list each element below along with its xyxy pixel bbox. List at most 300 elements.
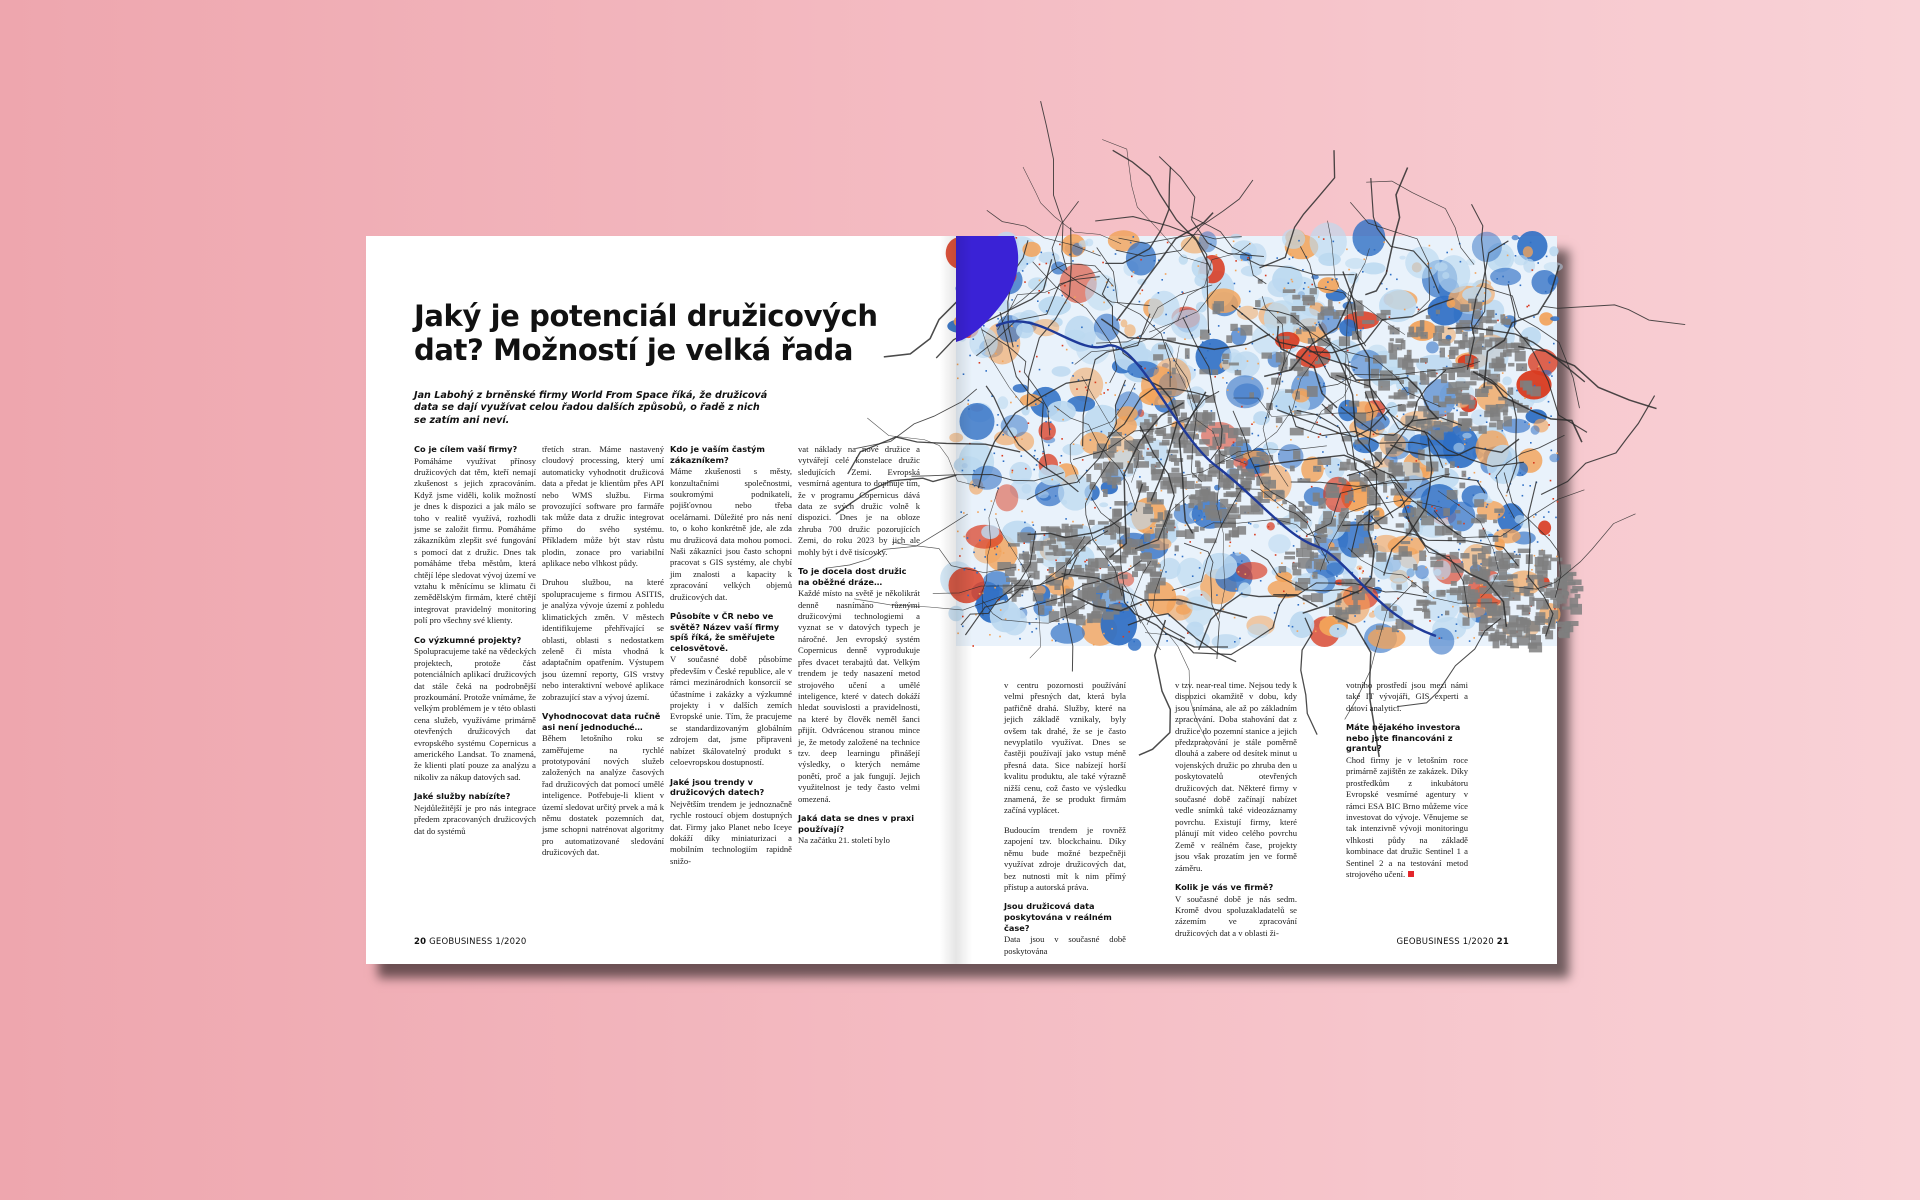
urban-block bbox=[1460, 412, 1468, 416]
heat-pixel bbox=[1304, 282, 1306, 284]
heat-pixel bbox=[1308, 286, 1310, 288]
heat-pixel bbox=[1170, 376, 1172, 378]
urban-block bbox=[1515, 351, 1526, 362]
urban-block bbox=[1419, 551, 1426, 562]
urban-block bbox=[1279, 566, 1287, 572]
urban-block bbox=[1114, 501, 1127, 506]
heat-pixel bbox=[1375, 536, 1377, 538]
heat-pixel bbox=[1276, 257, 1278, 259]
heat-pixel bbox=[1531, 569, 1533, 571]
urban-block bbox=[1302, 295, 1314, 301]
heat-pixel bbox=[1235, 270, 1237, 272]
heat-pixel bbox=[1154, 260, 1156, 262]
heat-pixel bbox=[1252, 343, 1254, 345]
heat-pixel bbox=[1379, 596, 1381, 598]
urban-block bbox=[1222, 354, 1229, 360]
heat-pixel bbox=[1233, 552, 1235, 554]
heat-pixel bbox=[1209, 343, 1211, 345]
text-column-7 bbox=[1346, 680, 1468, 926]
urban-block bbox=[1407, 332, 1418, 337]
heat-pixel bbox=[1464, 439, 1466, 441]
heat-pixel bbox=[1041, 252, 1043, 254]
urban-block bbox=[1133, 556, 1140, 567]
heat-pixel bbox=[1355, 519, 1357, 521]
heat-pixel bbox=[1480, 481, 1482, 483]
heat-pixel bbox=[1434, 508, 1436, 510]
urban-block bbox=[1489, 338, 1503, 342]
urban-block bbox=[1030, 541, 1044, 551]
heat-pixel bbox=[1151, 404, 1153, 406]
urban-block bbox=[1296, 548, 1303, 557]
heat-pixel bbox=[1288, 625, 1290, 627]
heat-pixel bbox=[1285, 470, 1287, 472]
urban-block bbox=[1503, 416, 1512, 426]
urban-block bbox=[1485, 405, 1498, 414]
heat-pixel bbox=[1127, 602, 1129, 604]
heat-pixel bbox=[1229, 545, 1231, 547]
heat-pixel bbox=[1033, 524, 1035, 526]
heat-pixel bbox=[1238, 571, 1240, 573]
heat-pixel bbox=[1042, 453, 1044, 455]
interview-answer: Druhou službou, na které spolupracujeme s firmou ASITIS, je analýza vývoje území z pohledu klimatických změn. V městech identifikujeme přehřívající se oblasti, oblasti s nedostatkem zeleně či místa vhodná k adaptačním opatřením. Výstupem jsou územní reporty, GIS vrstvy nebo interaktivní webové aplikace zobrazující stav a vývoj území. bbox=[542, 577, 664, 702]
urban-block bbox=[1362, 320, 1374, 324]
heat-pixel bbox=[1407, 507, 1409, 509]
urban-block bbox=[1174, 461, 1179, 465]
heat-pixel bbox=[1386, 288, 1388, 290]
urban-block bbox=[1212, 370, 1218, 376]
heat-pixel bbox=[1358, 250, 1360, 252]
heat-patch bbox=[1062, 444, 1084, 456]
heat-pixel bbox=[1165, 273, 1167, 275]
urban-block bbox=[1413, 463, 1420, 473]
heat-pixel bbox=[1222, 368, 1224, 370]
heat-pixel bbox=[1533, 462, 1535, 464]
heat-pixel bbox=[1348, 332, 1350, 334]
heat-pixel bbox=[1187, 632, 1189, 634]
heat-pixel bbox=[1130, 242, 1132, 244]
urban-block bbox=[1284, 556, 1295, 559]
heat-pixel bbox=[1328, 318, 1330, 320]
heat-pixel bbox=[1105, 382, 1107, 384]
heat-pixel bbox=[1245, 573, 1247, 575]
heat-pixel bbox=[1528, 305, 1530, 307]
heat-pixel bbox=[1418, 309, 1420, 311]
heat-pixel bbox=[1123, 611, 1125, 613]
urban-block bbox=[1503, 410, 1508, 416]
heat-pixel bbox=[1557, 458, 1559, 460]
heat-pixel bbox=[1245, 348, 1247, 350]
heat-pixel bbox=[1303, 603, 1305, 605]
heat-pixel bbox=[967, 403, 969, 405]
heat-pixel bbox=[1466, 442, 1468, 444]
heat-pixel bbox=[1016, 237, 1018, 239]
heat-pixel bbox=[1360, 330, 1362, 332]
heat-pixel bbox=[1303, 288, 1305, 290]
heat-pixel bbox=[1140, 259, 1142, 261]
heat-pixel bbox=[1374, 538, 1376, 540]
heat-pixel bbox=[1062, 345, 1064, 347]
heat-pixel bbox=[1130, 514, 1132, 516]
urban-block bbox=[1080, 540, 1085, 548]
heat-pixel bbox=[957, 531, 959, 533]
heat-pixel bbox=[1338, 605, 1340, 607]
heat-patch bbox=[1399, 256, 1405, 260]
satellite-heat-map bbox=[956, 236, 1557, 646]
heat-pixel bbox=[1015, 340, 1017, 342]
heat-pixel bbox=[1124, 385, 1126, 387]
heat-pixel bbox=[1160, 570, 1162, 572]
heat-pixel bbox=[1023, 542, 1025, 544]
urban-block bbox=[1268, 480, 1276, 489]
heat-pixel bbox=[1247, 360, 1249, 362]
heat-pixel bbox=[1184, 338, 1186, 340]
heat-pixel bbox=[1107, 286, 1109, 288]
heat-pixel bbox=[1045, 395, 1047, 397]
heat-pixel bbox=[1236, 503, 1238, 505]
urban-block bbox=[1313, 466, 1321, 472]
heat-patch bbox=[1236, 562, 1267, 580]
interview-answer: Pomáháme využívat přínosy družicových dat těm, kteří nemají zkušenost s jejich zpracováním. Když jsme viděli, kolik možností je dnes k dispozici a jak málo se toho v realitě využívá, rozhodli jsme se založit firmu. Pomáháme zákazníkům zlepšit své fungování s pomocí dat z družic. Dnes tak pomáháme třeba městům, která chtějí lépe sledovat vývoj území ve vztahu k měnícímu se klimatu či zemědělským firmám, které chtějí integrovat pravidelný monitoring polí pro všechny své klienty. bbox=[414, 455, 536, 626]
heat-pixel bbox=[1553, 343, 1555, 345]
heat-pixel bbox=[1545, 291, 1547, 293]
urban-block bbox=[1237, 526, 1246, 535]
heat-pixel bbox=[1093, 644, 1095, 646]
heat-pixel bbox=[1021, 455, 1023, 457]
heat-pixel bbox=[1373, 543, 1375, 545]
heat-pixel bbox=[1283, 591, 1285, 593]
urban-block bbox=[1462, 400, 1476, 405]
heat-pixel bbox=[1362, 271, 1364, 273]
interview-answer: votního prostředí jsou mezi námi také IT vývojáři, GIS experti a datoví analytici. bbox=[1346, 680, 1468, 713]
heat-pixel bbox=[1445, 463, 1447, 465]
heat-pixel bbox=[1553, 498, 1555, 500]
urban-block bbox=[1471, 426, 1482, 431]
heat-pixel bbox=[1348, 269, 1350, 271]
urban-block bbox=[1255, 300, 1260, 307]
heat-pixel bbox=[1233, 442, 1235, 444]
urban-block bbox=[1479, 333, 1484, 341]
heat-pixel bbox=[1084, 561, 1086, 563]
heat-pixel bbox=[1115, 253, 1117, 255]
heat-pixel bbox=[1458, 435, 1460, 437]
heat-pixel bbox=[1131, 373, 1133, 375]
heat-pixel bbox=[1010, 402, 1012, 404]
heat-pixel bbox=[959, 555, 961, 557]
heat-pixel bbox=[1125, 434, 1127, 436]
heat-pixel bbox=[1059, 244, 1061, 246]
urban-block bbox=[1074, 565, 1082, 572]
urban-block bbox=[1374, 517, 1387, 525]
urban-block bbox=[1391, 344, 1402, 350]
heat-patch bbox=[1453, 443, 1464, 453]
heat-pixel bbox=[996, 546, 998, 548]
heat-pixel bbox=[1408, 576, 1410, 578]
heat-pixel bbox=[1548, 424, 1550, 426]
urban-block bbox=[1110, 438, 1121, 446]
urban-block bbox=[1058, 602, 1063, 607]
urban-block bbox=[1307, 386, 1318, 397]
heat-pixel bbox=[1445, 411, 1447, 413]
heat-pixel bbox=[1362, 572, 1364, 574]
urban-block bbox=[1390, 338, 1394, 341]
urban-block bbox=[1423, 409, 1427, 418]
heat-pixel bbox=[1000, 550, 1002, 552]
heat-patch bbox=[1429, 628, 1454, 655]
heat-pixel bbox=[1323, 383, 1325, 385]
heat-pixel bbox=[1333, 241, 1335, 243]
urban-block bbox=[1103, 489, 1108, 497]
heat-pixel bbox=[1537, 262, 1539, 264]
urban-block bbox=[1234, 428, 1242, 435]
heat-pixel bbox=[1214, 376, 1216, 378]
heat-patch bbox=[1231, 234, 1241, 239]
heat-pixel bbox=[1265, 275, 1267, 277]
heat-pixel bbox=[1046, 263, 1048, 265]
urban-block bbox=[1223, 360, 1229, 364]
urban-block bbox=[1506, 574, 1517, 578]
heat-pixel bbox=[1017, 345, 1019, 347]
heat-pixel bbox=[1298, 604, 1300, 606]
urban-block bbox=[1047, 540, 1056, 544]
heat-pixel bbox=[1024, 522, 1026, 524]
heat-pixel bbox=[1292, 411, 1294, 413]
heat-pixel bbox=[1461, 561, 1463, 563]
urban-block bbox=[1198, 503, 1203, 510]
heat-pixel bbox=[1276, 405, 1278, 407]
heat-pixel bbox=[1047, 569, 1049, 571]
urban-block bbox=[1171, 468, 1179, 473]
urban-block bbox=[1340, 462, 1350, 470]
interview-answer: třetích stran. Máme nastavený cloudový processing, který umí automaticky vyhodnotit družicová data a předat je klientům přes API nebo WMS službu. Firma provozující software pro farmáře tak může data z družic integrovat přímo do svého systému. Příkladem může být stav růstu plodin, zonace pro variabilní aplikace nebo vlhkost půdy. bbox=[542, 444, 664, 569]
urban-block bbox=[1445, 611, 1449, 616]
heat-pixel bbox=[1338, 328, 1340, 330]
urban-block bbox=[1262, 353, 1273, 359]
urban-block bbox=[1562, 599, 1567, 604]
heat-pixel bbox=[1260, 580, 1262, 582]
heat-pixel bbox=[1353, 369, 1355, 371]
urban-block bbox=[1386, 448, 1397, 455]
heat-pixel bbox=[979, 540, 981, 542]
urban-block bbox=[1520, 617, 1527, 624]
heat-pixel bbox=[1390, 274, 1392, 276]
heat-pixel bbox=[1002, 361, 1004, 363]
urban-block bbox=[1132, 571, 1138, 577]
heat-pixel bbox=[1268, 526, 1270, 528]
urban-block bbox=[1466, 577, 1473, 584]
urban-block bbox=[1172, 368, 1176, 375]
heat-pixel bbox=[1325, 287, 1327, 289]
interview-answer: Spolupracujeme také na vědeckých projektech, protože část potenciálních aplikací družicových dat stále čeká na podrobnější prozkoumání. Protože vnímáme, že velkým problémem je v této oblasti cena služeb, využíváme primárně otevřených družicových dat evropského systému Copernicus a amerického Landsat. To znamená, že klienti platí pouze za analýzu a nikoliv za nákup datových sad. bbox=[414, 646, 536, 782]
interview-answer: v tzv. near-real time. Nejsou tedy k dispozici okamžitě v dobu, kdy jsou snímána, ale až po základním zpracování. Doba stahování dat z družice do pozemní stanice a jejich předzpracování je stále poměrně dlouhá a zabere od desítek minut u vojenských družic po zhruba den u poskytovatelů otevřených družicových dat. Některé firmy v současné době začínají nabízet vedle snímků také videozáznamy povrchu. Existují firmy, které plánují mít video celého povrchu Země v reálném čase, projekty jsou však prozatím jen ve formě záměru. bbox=[1175, 680, 1297, 873]
urban-block bbox=[1229, 363, 1239, 366]
heat-pixel bbox=[1201, 594, 1203, 596]
heat-pixel bbox=[1181, 291, 1183, 293]
heat-pixel bbox=[1480, 585, 1482, 587]
heat-patch bbox=[1290, 611, 1315, 638]
article-lead: Jan Labohý z brněnské firmy World From Space říká, že družicová data se dají využívat celou řadou dalších způsobů, o řadě z nich se zatím ani neví. bbox=[414, 390, 768, 426]
interview-answer: Nejdůležitější je pro nás integrace předem zpracovaných družicových dat do systémů bbox=[414, 802, 536, 836]
heat-pixel bbox=[1094, 507, 1096, 509]
urban-block bbox=[1383, 483, 1387, 493]
heat-pixel bbox=[1480, 415, 1482, 417]
heat-pixel bbox=[1275, 554, 1277, 556]
heat-pixel bbox=[1407, 375, 1409, 377]
heat-patch bbox=[1490, 268, 1521, 286]
heat-pixel bbox=[973, 552, 975, 554]
heat-pixel bbox=[1247, 257, 1249, 259]
heat-pixel bbox=[1239, 552, 1241, 554]
heat-pixel bbox=[984, 556, 986, 558]
heat-patch bbox=[1253, 524, 1259, 529]
heat-pixel bbox=[994, 548, 996, 550]
urban-block bbox=[1155, 430, 1165, 434]
heat-pixel bbox=[1117, 450, 1119, 452]
urban-block bbox=[1292, 295, 1300, 300]
urban-block bbox=[1557, 594, 1562, 604]
heat-pixel bbox=[1431, 506, 1433, 508]
heat-pixel bbox=[1072, 260, 1074, 262]
heat-patch bbox=[1405, 247, 1439, 279]
heat-pixel bbox=[1291, 279, 1293, 281]
heat-pixel bbox=[989, 634, 991, 636]
urban-block bbox=[1462, 332, 1468, 343]
heat-patch bbox=[1550, 316, 1559, 321]
heat-pixel bbox=[1044, 534, 1046, 536]
urban-block bbox=[1049, 611, 1060, 622]
urban-block bbox=[1509, 615, 1519, 624]
urban-block bbox=[1086, 474, 1091, 482]
heat-pixel bbox=[1032, 522, 1034, 524]
heat-pixel bbox=[1386, 497, 1388, 499]
heat-pixel bbox=[1436, 510, 1438, 512]
heat-pixel bbox=[963, 536, 965, 538]
heat-pixel bbox=[1238, 331, 1240, 333]
heat-pixel bbox=[1205, 357, 1207, 359]
heat-pixel bbox=[1078, 589, 1080, 591]
urban-block bbox=[1522, 605, 1530, 616]
heat-patch bbox=[1179, 254, 1188, 264]
urban-block bbox=[1318, 313, 1325, 320]
urban-block bbox=[1476, 514, 1487, 522]
heat-pixel bbox=[1150, 527, 1152, 529]
heat-pixel bbox=[962, 459, 964, 461]
heat-pixel bbox=[1039, 264, 1041, 266]
urban-block bbox=[1499, 570, 1507, 580]
interview-answer: Data jsou v současné době poskytována bbox=[1004, 934, 1126, 956]
urban-block bbox=[1303, 506, 1313, 514]
heat-pixel bbox=[1185, 525, 1187, 527]
heat-pixel bbox=[1537, 368, 1539, 370]
heat-pixel bbox=[963, 373, 965, 375]
heat-pixel bbox=[1241, 406, 1243, 408]
text-column-5 bbox=[1004, 680, 1126, 956]
heat-pixel bbox=[1364, 621, 1366, 623]
heat-pixel bbox=[1028, 422, 1030, 424]
urban-block bbox=[1314, 559, 1325, 569]
urban-block bbox=[1185, 529, 1195, 539]
right-page-number: 21 bbox=[1496, 937, 1509, 947]
heat-pixel bbox=[1103, 633, 1105, 635]
urban-block bbox=[1339, 336, 1350, 346]
heat-pixel bbox=[1158, 292, 1160, 294]
urban-block bbox=[1445, 398, 1458, 404]
heat-pixel bbox=[1061, 455, 1063, 457]
heat-pixel bbox=[1532, 269, 1534, 271]
interview-question: To je docela dost družic na oběžné dráze… bbox=[798, 566, 907, 587]
interview-answer: V současné době je nás sedm. Kromě dvou spoluzakladatelů se zázemím ve zpracování družicových dat a v oblasti ži- bbox=[1175, 893, 1297, 938]
heat-pixel bbox=[1239, 306, 1241, 308]
heat-patch bbox=[1515, 515, 1526, 524]
heat-patch bbox=[1052, 366, 1071, 377]
heat-pixel bbox=[962, 470, 964, 472]
urban-block bbox=[1296, 329, 1302, 334]
urban-block bbox=[1460, 553, 1469, 559]
heat-pixel bbox=[1359, 568, 1361, 570]
urban-block bbox=[1369, 490, 1375, 495]
heat-pixel bbox=[977, 511, 979, 513]
heat-pixel bbox=[1349, 361, 1351, 363]
urban-block bbox=[1427, 420, 1432, 431]
heat-pixel bbox=[1139, 301, 1141, 303]
urban-block bbox=[1290, 313, 1296, 323]
heat-pixel bbox=[1456, 623, 1458, 625]
urban-block bbox=[1294, 367, 1303, 371]
heat-pixel bbox=[1133, 271, 1135, 273]
heat-pixel bbox=[1005, 600, 1007, 602]
urban-block bbox=[1477, 347, 1486, 350]
urban-block bbox=[1378, 473, 1385, 483]
heat-pixel bbox=[1103, 392, 1105, 394]
urban-block bbox=[1151, 464, 1156, 475]
heat-pixel bbox=[1456, 410, 1458, 412]
heat-pixel bbox=[1362, 511, 1364, 513]
urban-block bbox=[1290, 466, 1295, 472]
urban-block bbox=[1493, 520, 1497, 524]
heat-pixel bbox=[1055, 640, 1057, 642]
heat-pixel bbox=[1372, 611, 1374, 613]
heat-pixel bbox=[1364, 259, 1366, 261]
heat-pixel bbox=[1114, 394, 1116, 396]
heat-pixel bbox=[1189, 541, 1191, 543]
heat-pixel bbox=[1066, 349, 1068, 351]
urban-block bbox=[1488, 374, 1500, 382]
urban-block bbox=[1414, 608, 1422, 611]
urban-block bbox=[1292, 306, 1306, 311]
urban-block bbox=[1260, 461, 1269, 472]
interview-answer: v centru pozornosti používání velmi přesných dat, která byla patřičně drahá. Služby, které na jejich základě vznikaly, byly ovšem tak drahé, že se je často nevyplatilo využívat. Dnes se častěji používají jako vstup méně přesná data. Sice nabízejí horší kvalitu produktu, ale také výrazně nižší cenu, což často ve výsledku znamená, že se produkt firmám začíná vyplácet. bbox=[1004, 680, 1126, 816]
urban-block bbox=[1226, 460, 1234, 468]
left-page bbox=[366, 236, 956, 964]
heat-pixel bbox=[1336, 576, 1338, 578]
heat-pixel bbox=[1411, 539, 1413, 541]
heat-pixel bbox=[1086, 559, 1088, 561]
heat-pixel bbox=[1200, 552, 1202, 554]
heat-pixel bbox=[961, 548, 963, 550]
heat-pixel bbox=[1455, 630, 1457, 632]
heat-pixel bbox=[1182, 556, 1184, 558]
heat-pixel bbox=[1174, 554, 1176, 556]
heat-pixel bbox=[1375, 543, 1377, 545]
urban-block bbox=[1449, 350, 1456, 359]
heat-pixel bbox=[1441, 614, 1443, 616]
heat-pixel bbox=[1503, 517, 1505, 519]
article-headline: Jaký je potenciál družicových dat? Možností je velká řada bbox=[414, 299, 878, 367]
heat-pixel bbox=[1429, 245, 1431, 247]
heat-pixel bbox=[1161, 490, 1163, 492]
heat-pixel bbox=[1439, 637, 1441, 639]
urban-block bbox=[1501, 319, 1510, 325]
heat-pixel bbox=[1081, 327, 1083, 329]
